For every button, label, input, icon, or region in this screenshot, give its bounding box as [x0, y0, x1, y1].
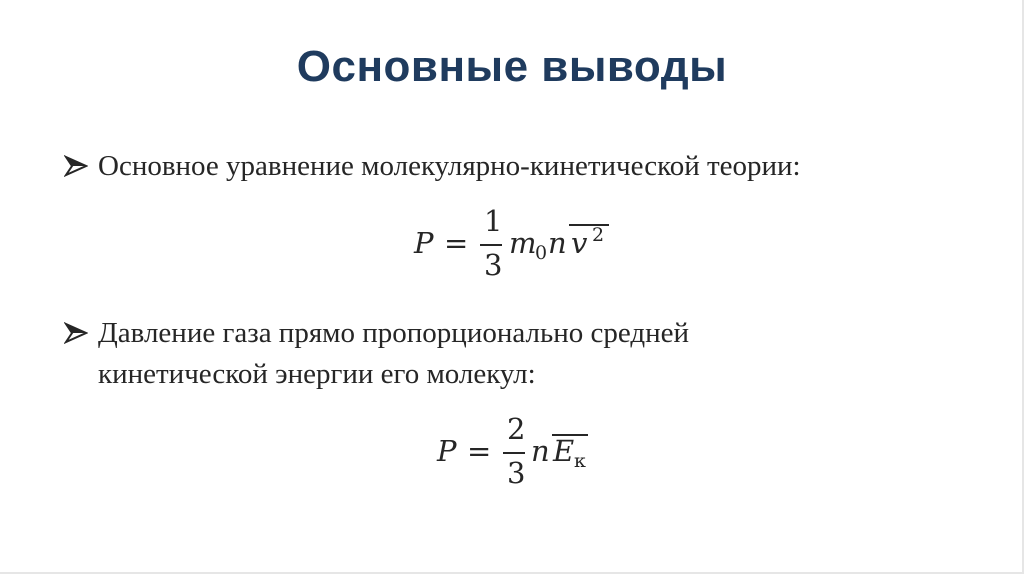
formula-pressure-molecular [414, 200, 624, 288]
formula-numerator: 2 [507, 412, 526, 446]
arrowhead-bullet-icon [64, 146, 92, 177]
formula-symbol-n: n [548, 226, 567, 260]
formula-symbol-m: m [509, 226, 537, 260]
bullet-text-line-2: кинетической энергии его молекул: [98, 358, 536, 390]
formula-symbol-e: E [553, 434, 575, 468]
bullet-item-1 [64, 146, 964, 191]
arrowhead-bullet-icon [64, 313, 92, 344]
formula-denominator: 3 [484, 248, 503, 282]
bullet-text: Основное уравнение молекулярно-кинетической теории: [98, 150, 801, 182]
fraction-bar [480, 244, 502, 246]
fraction-bar [503, 452, 525, 454]
bullet-item-2 [64, 313, 964, 403]
formula-symbol-p: P [414, 226, 434, 260]
formula-subscript-k: к [574, 450, 586, 472]
slide-title: Основные выводы [296, 42, 728, 91]
bullet-text-line-1: Давление газа прямо пропорционально средней [98, 317, 689, 349]
formula-pressure-energy [437, 408, 617, 496]
formula-subscript-0: 0 [535, 242, 548, 264]
formula-symbol-n: n [531, 434, 550, 468]
formula-equals: = [444, 226, 469, 260]
formula-numerator: 1 [484, 204, 503, 238]
formula-symbol-p: P [437, 434, 457, 468]
formula-equals: = [467, 434, 492, 468]
formula-denominator: 3 [507, 456, 526, 490]
formula-symbol-v: v [571, 226, 588, 260]
formula-superscript-2: 2 [592, 224, 605, 246]
